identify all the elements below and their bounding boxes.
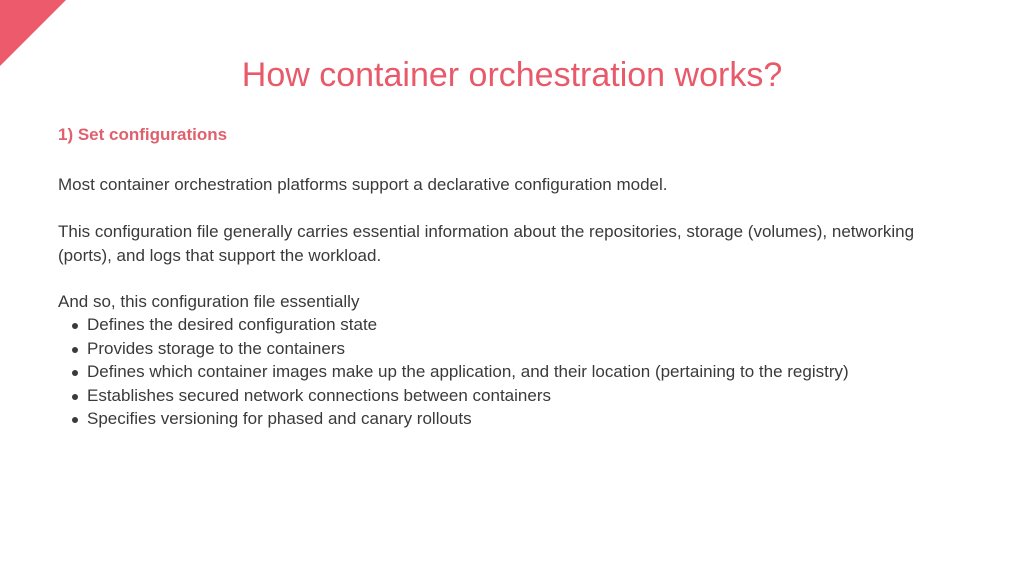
bullet-icon xyxy=(72,394,78,400)
intro-paragraph: Most container orchestration platforms support a declarative configuration model. xyxy=(58,175,668,194)
bullet-list xyxy=(58,313,849,431)
list-item xyxy=(58,384,849,408)
section-heading: 1) Set configurations xyxy=(58,125,228,144)
list-item xyxy=(58,360,849,384)
list-item-text: Establishes secured network connections between containers xyxy=(87,385,551,405)
list-item xyxy=(58,337,849,361)
bullet-icon xyxy=(72,347,78,353)
list-item-text: Defines which container images make up the application, and their location (pertaining to the registry) xyxy=(87,362,849,381)
bullet-icon xyxy=(72,323,78,329)
list-item xyxy=(58,313,849,337)
list-item-text: Defines the desired configuration state xyxy=(87,315,378,334)
config-file-paragraph: This configuration file generally carries essential information about the repositories, storage (volumes), networking (ports), and logs that support the workload. xyxy=(58,222,915,265)
list-item-text: Specifies versioning for phased and canary rollouts xyxy=(87,409,472,428)
bullet-icon xyxy=(72,417,78,423)
list-item-text: Provides storage to the containers xyxy=(87,338,345,358)
list-item xyxy=(58,407,849,431)
bullet-icon xyxy=(72,370,78,376)
slide-title: How container orchestration works? xyxy=(241,56,783,94)
list-lead-paragraph: And so, this configuration file essentially xyxy=(58,292,360,311)
